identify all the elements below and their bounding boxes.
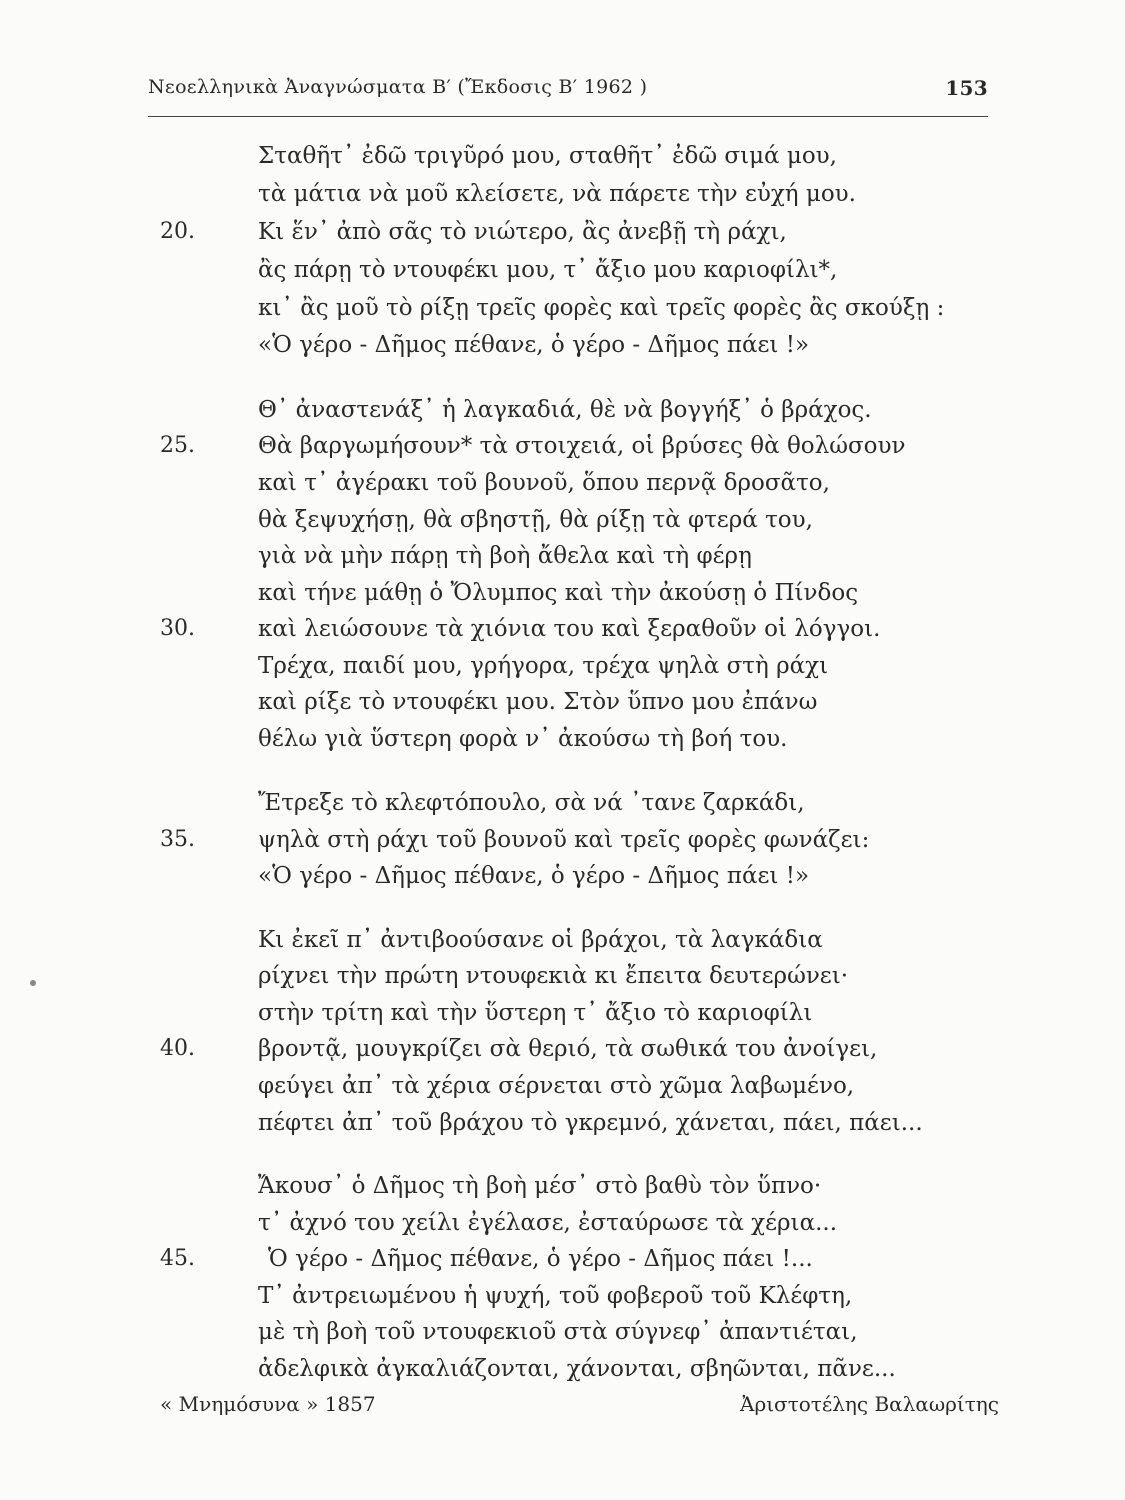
poem-line [0, 822, 1000, 858]
line-text: θέλω γιὰ ὕστερη φορὰ ν᾽ ἀκούσω τὴ βοή του. [258, 726, 788, 752]
line-text: στὴν τρίτη καὶ τὴν ὕστερη τ᾽ ἄξιο τὸ καριοφίλι [258, 1000, 813, 1026]
page-header [148, 72, 988, 104]
poem-line [0, 1241, 1000, 1277]
poem-line [0, 785, 1000, 821]
poem-line [0, 138, 1000, 174]
poem-line [0, 1031, 1000, 1067]
poem-line [0, 958, 1000, 994]
line-number: 30. [160, 616, 195, 641]
poem-line [0, 684, 1000, 720]
poem-line [0, 858, 1000, 894]
header-rule [148, 116, 988, 117]
line-text: Ἔτρεξε τὸ κλεφτόπουλο, σὰ νά ᾽τανε ζαρκάδι, [258, 790, 805, 816]
line-text: καὶ τήνε μάθῃ ὁ Ὄλυμπος καὶ τὴν ἀκούσῃ ὁ Πίνδος [258, 580, 859, 606]
poem-line [0, 995, 1000, 1031]
line-text: Θὰ βαργωμήσουν* τὰ στοιχειά, οἱ βρύσες θὰ θολώσουν [258, 433, 906, 459]
poem-line [0, 575, 1000, 611]
line-text: Κι ἕν᾽ ἀπὸ σᾶς τὸ νιώτερο, ἂς ἀνεβῇ τὴ ράχι, [258, 219, 787, 245]
line-text: κι᾽ ἂς μοῦ τὸ ρίξῃ τρεῖς φορὲς καὶ τρεῖς φορὲς ἂς σκούξῃ : [258, 295, 945, 321]
poem-line [0, 290, 1000, 326]
line-text: καὶ λειώσουνε τὰ χιόνια του καὶ ξεραθοῦν οἱ λόγγοι. [258, 616, 881, 642]
source-citation: « Μνημόσυνα » 1857 [160, 1392, 376, 1416]
line-text: πέφτει ἀπ᾽ τοῦ βράχου τὸ γκρεμνό, χάνεται, πάει, πάει... [258, 1110, 923, 1136]
line-text: ψηλὰ στὴ ράχι τοῦ βουνοῦ καὶ τρεῖς φορὲς φωνάζει: [258, 827, 870, 853]
line-text: «Ὁ γέρο - Δῆμος πέθανε, ὁ γέρο - Δῆμος πάει !» [258, 332, 810, 358]
line-text: Τρέχα, παιδί μου, γρήγορα, τρέχα ψηλὰ στὴ ράχι [258, 653, 829, 679]
poem-line [0, 1278, 1000, 1314]
poem-line [0, 1205, 1000, 1241]
line-number: 20. [160, 219, 195, 244]
page-speck [30, 980, 36, 986]
line-text: τὰ μάτια νὰ μοῦ κλείσετε, νὰ πάρετε τὴν εὐχή μου. [258, 181, 856, 207]
line-text: Τ᾽ ἀντρειωμένου ἡ ψυχή, τοῦ φοβεροῦ τοῦ Κλέφτη, [258, 1283, 853, 1309]
line-number: 45. [160, 1246, 195, 1271]
line-text: φεύγει ἀπ᾽ τὰ χέρια σέρνεται στὸ χῶμα λαβωμένο, [258, 1073, 855, 1099]
line-text: Ἄκουσ᾽ ὁ Δῆμος τὴ βοὴ μέσ᾽ στὸ βαθὺ τὸν ὕπνο· [258, 1173, 822, 1199]
line-text: Σταθῆτ᾽ ἐδῶ τριγῦρό μου, σταθῆτ᾽ ἐδῶ σιμά μου, [258, 143, 837, 169]
line-text: Θ᾽ ἀναστενάξ᾽ ἡ λαγκαδιά, θὲ νὰ βογγήξ᾽ ὁ βράχος. [258, 397, 872, 423]
poem-line [0, 538, 1000, 574]
line-text: βροντᾷ, μουγκρίζει σὰ θεριό, τὰ σωθικά του ἀνοίγει, [258, 1036, 878, 1062]
poem-line [0, 611, 1000, 647]
line-text: τ᾽ ἀχνό του χείλι ἐγέλασε, ἐσταύρωσε τὰ χέρια... [258, 1210, 838, 1236]
line-text: θὰ ξεψυχήσῃ, θὰ σβηστῇ, θὰ ρίξῃ τὰ φτερά του, [258, 507, 813, 533]
author-name: Ἀριστοτέλης Βαλαωρίτης [740, 1392, 999, 1416]
poem-line [0, 721, 1000, 757]
line-text: ἀδελφικὰ ἀγκαλιάζονται, χάνονται, σβηῶνται, πᾶνε... [258, 1356, 896, 1382]
poem-line [0, 648, 1000, 684]
poem-line [0, 1314, 1000, 1350]
line-text: Ὁ γέρο - Δῆμος πέθανε, ὁ γέρο - Δῆμος πάει !... [268, 1246, 813, 1272]
line-number: 25. [160, 433, 195, 458]
poem-line [0, 1351, 1000, 1387]
line-text: καὶ τ᾽ ἀγέρακι τοῦ βουνοῦ, ὅπου περνᾷ δροσᾶτο, [258, 470, 830, 496]
poem-line [0, 465, 1000, 501]
poem-line [0, 428, 1000, 464]
poem-line [0, 176, 1000, 212]
running-title: Νεοελληνικὰ Ἀναγνώσματα Β′ (Ἔκδοσις Β′ 1962 ) [148, 76, 648, 98]
poem-line [0, 922, 1000, 958]
line-text: Κι ἐκεῖ π᾽ ἀντιβοούσανε οἱ βράχοι, τὰ λαγκάδια [258, 927, 823, 953]
line-number: 35. [160, 827, 195, 852]
poem-line [0, 392, 1000, 428]
poem-line [0, 1168, 1000, 1204]
line-text: «Ὁ γέρο - Δῆμος πέθανε, ὁ γέρο - Δῆμος πάει !» [258, 863, 810, 889]
page-number: 153 [945, 76, 988, 100]
poem-line [0, 1068, 1000, 1104]
line-text: καὶ ρίξε τὸ ντουφέκι μου. Στὸν ὕπνο μου ἐπάνω [258, 689, 818, 715]
poem-line [0, 502, 1000, 538]
line-text: ἂς πάρῃ τὸ ντουφέκι μου, τ᾽ ἄξιο μου καριοφίλι*, [258, 257, 838, 283]
poem-line [0, 214, 1000, 250]
line-text: ρίχνει τὴν πρώτη ντουφεκιὰ κι ἔπειτα δευτερώνει· [258, 963, 849, 989]
poem-line [0, 327, 1000, 363]
line-text: γιὰ νὰ μὴν πάρῃ τὴ βοὴ ἄθελα καὶ τὴ φέρῃ [258, 543, 752, 569]
poem-line [0, 252, 1000, 288]
line-text: μὲ τὴ βοὴ τοῦ ντουφεκιοῦ στὰ σύγνεφ᾽ ἀπαντιέται, [258, 1319, 858, 1345]
line-number: 40. [160, 1036, 195, 1061]
poem-line [0, 1105, 1000, 1141]
